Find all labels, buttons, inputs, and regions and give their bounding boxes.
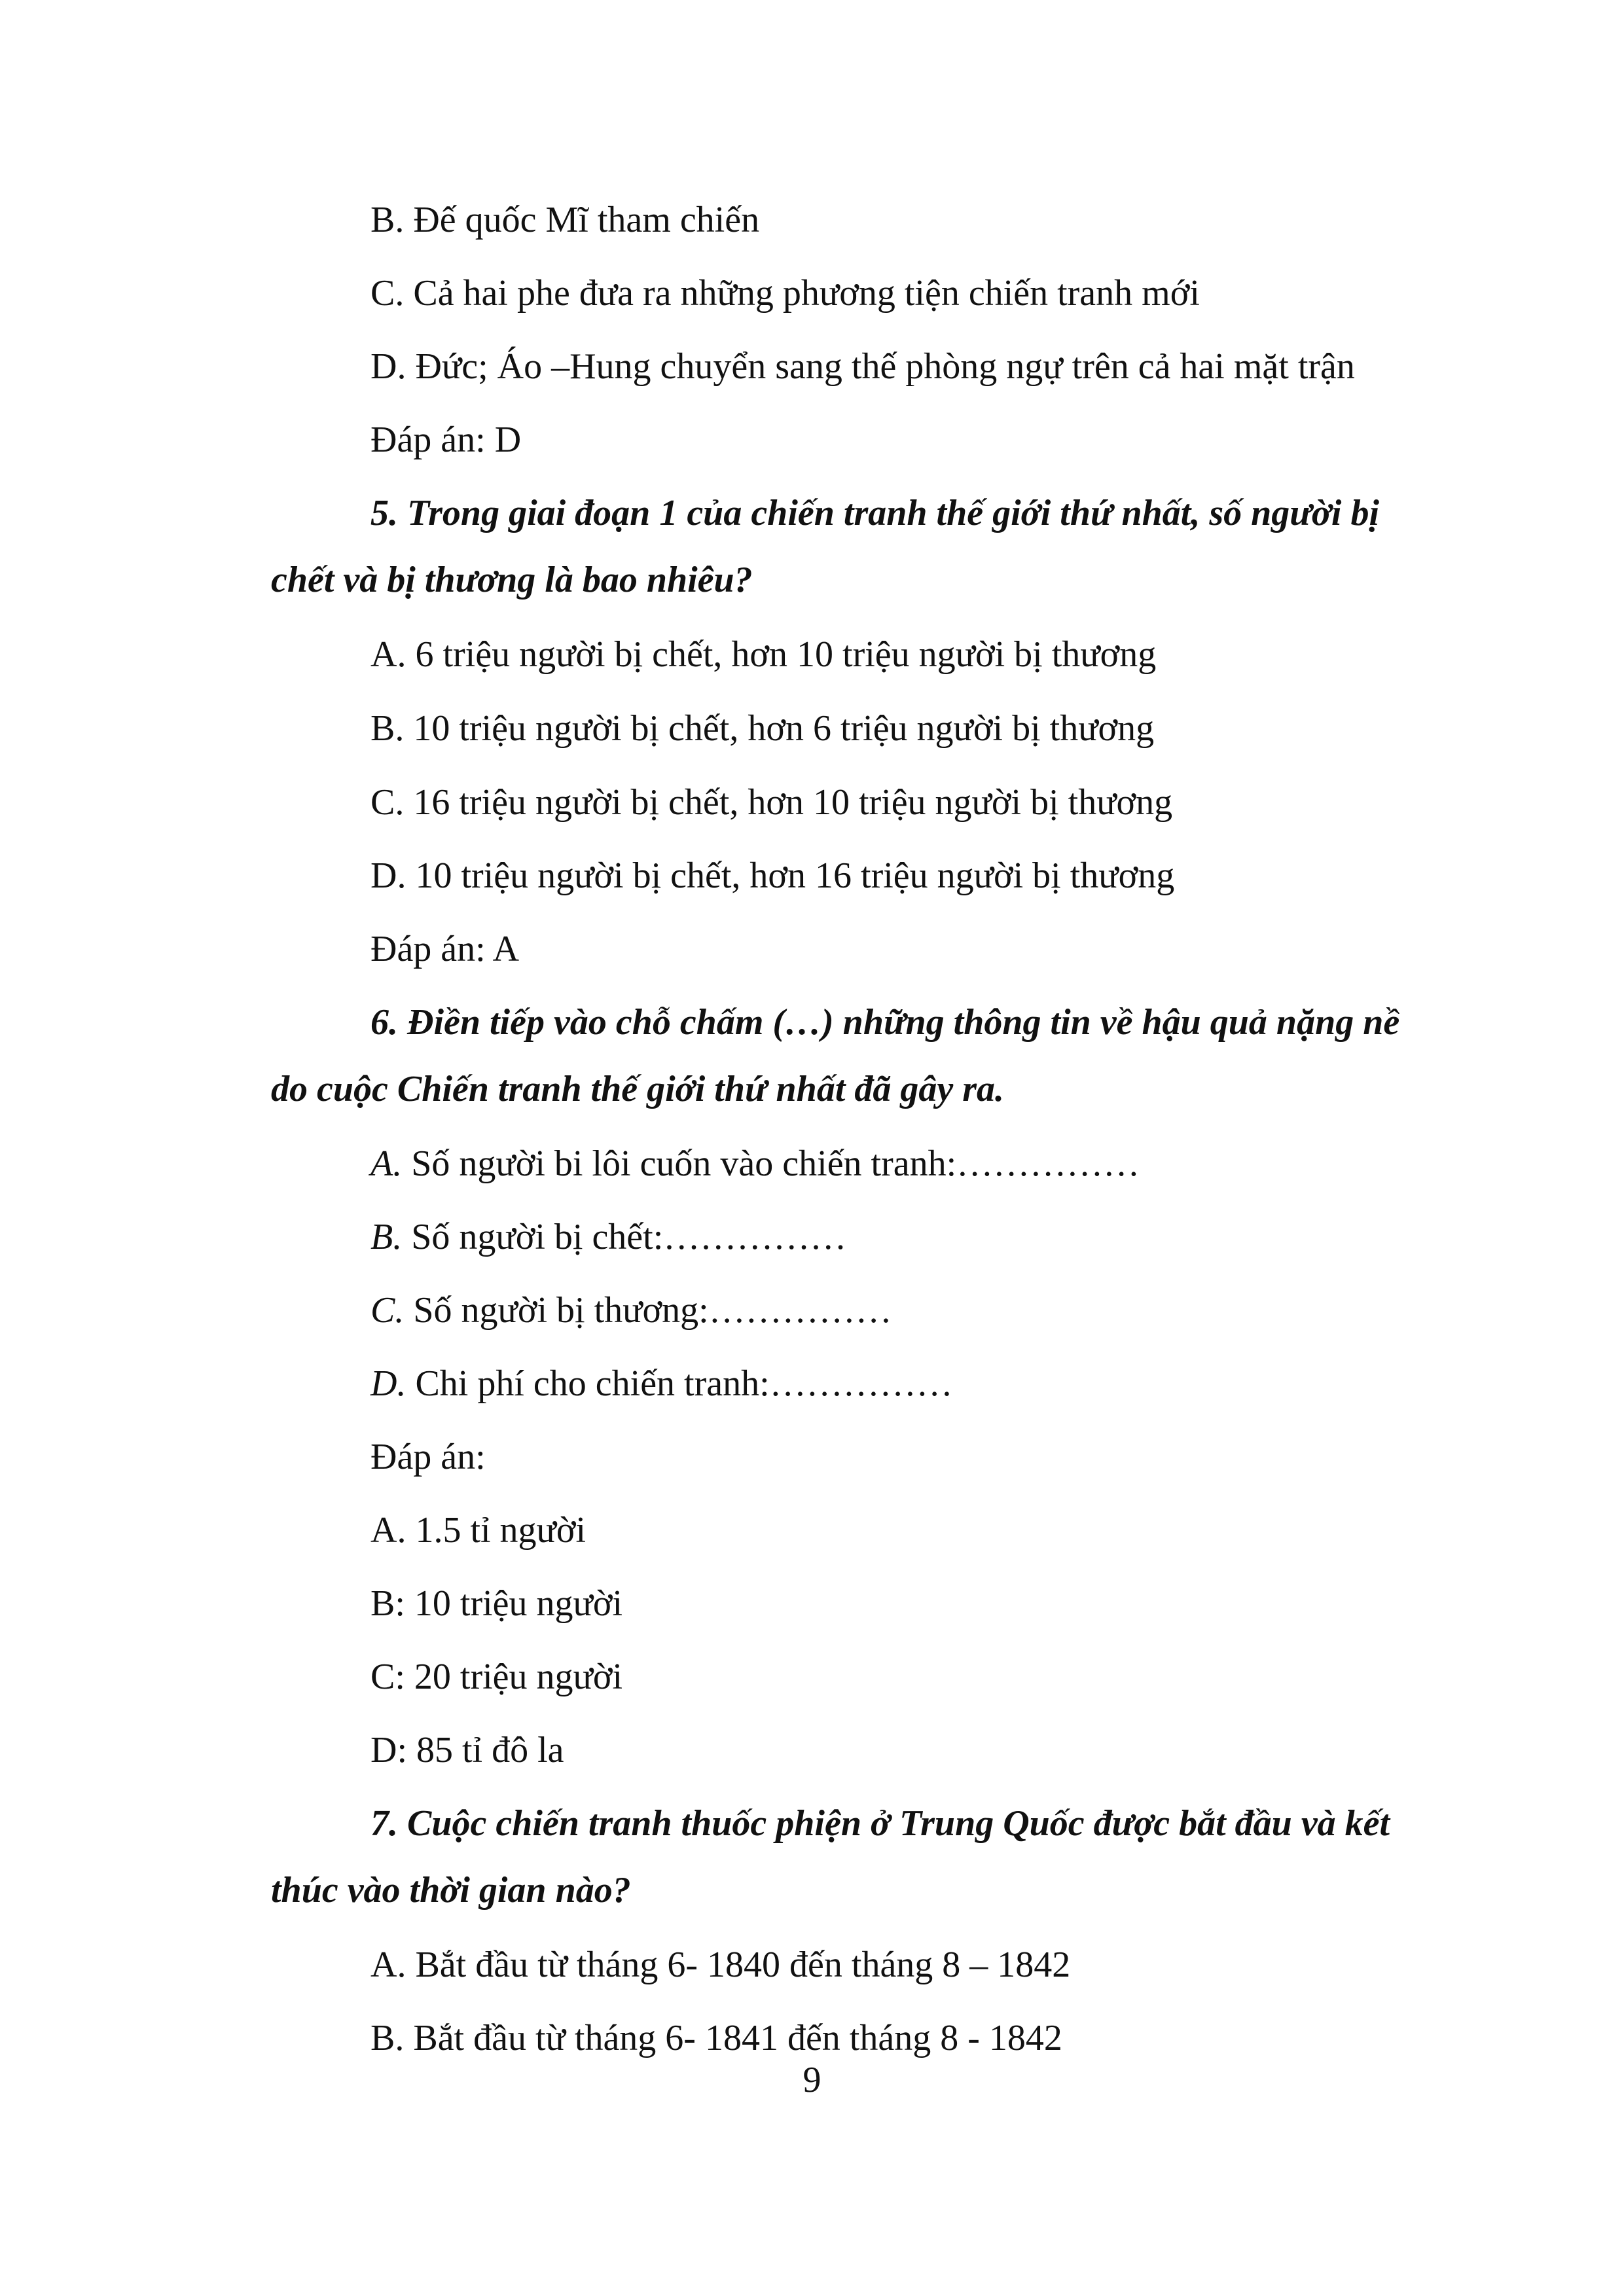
q6-question-line1: 6. Điền tiếp vào chỗ chấm (…) những thông tin về hậu quả nặng nề <box>370 1002 1400 1043</box>
q6-item-b <box>370 1211 846 1263</box>
q4-option-d: D. Đức; Áo –Hung chuyển sang thế phòng ngự trên cả hai mặt trận <box>370 346 1355 387</box>
q6-item-b-letter: B. <box>370 1217 403 1257</box>
q7-option-b: B. Bắt đầu từ tháng 6- 1841 đến tháng 8 - 1842 <box>370 2018 1062 2058</box>
q6-item-c <box>370 1284 892 1336</box>
q6-question-line2: do cuộc Chiến tranh thế giới thứ nhất đã gây ra. <box>271 1069 1005 1109</box>
q6-answer-b: B: 10 triệu người <box>370 1583 623 1624</box>
q5-option-a: A. 6 triệu người bị chết, hơn 10 triệu người bị thương <box>370 634 1157 675</box>
q6-answer-d: D: 85 tỉ đô la <box>370 1730 564 1770</box>
q5-option-c: C. 16 triệu người bị chết, hơn 10 triệu người bị thương <box>370 782 1173 823</box>
q6-answer-a: A. 1.5 tỉ người <box>370 1510 586 1551</box>
q5-answer: Đáp án: A <box>370 929 520 969</box>
q7-question-line2: thúc vào thời gian nào? <box>271 1870 631 1910</box>
q6-item-a-text: Số người bi lôi cuốn vào chiến tranh:…………… <box>411 1143 1140 1184</box>
q5-option-d: D. 10 triệu người bị chết, hơn 16 triệu người bị thương <box>370 855 1175 896</box>
q4-answer: Đáp án: D <box>370 420 522 460</box>
q6-item-c-letter: C. <box>370 1290 405 1331</box>
q7-option-a: A. Bắt đầu từ tháng 6- 1840 đến tháng 8 – 1842 <box>370 1945 1071 1985</box>
q7-question-line1: 7. Cuộc chiến tranh thuốc phiện ở Trung Quốc được bắt đầu và kết <box>370 1803 1390 1844</box>
q4-option-b: B. Đế quốc Mĩ tham chiến <box>370 200 760 240</box>
q4-option-c: C. Cả hai phe đưa ra những phương tiện chiến tranh mới <box>370 273 1200 314</box>
q6-item-c-text: Số người bị thương:…………… <box>413 1290 892 1331</box>
page-number: 9 <box>803 2060 821 2100</box>
q5-question-line1: 5. Trong giai đoạn 1 của chiến tranh thế giới thứ nhất, số người bị <box>370 493 1380 533</box>
q6-item-d-letter: D. <box>370 1363 406 1404</box>
q6-answer-c: C: 20 triệu người <box>370 1657 623 1697</box>
q6-item-d-text: Chi phí cho chiến tranh:…………… <box>415 1363 953 1404</box>
q6-item-b-text: Số người bị chết:…………… <box>411 1217 847 1257</box>
q5-question-line2: chết và bị thương là bao nhiêu? <box>271 560 753 600</box>
q6-item-a <box>370 1138 1140 1190</box>
q6-item-d <box>370 1357 953 1410</box>
q6-answer-label: Đáp án: <box>370 1437 486 1477</box>
q6-item-a-letter: A. <box>370 1143 403 1184</box>
q5-option-b: B. 10 triệu người bị chết, hơn 6 triệu người bị thương <box>370 708 1155 749</box>
